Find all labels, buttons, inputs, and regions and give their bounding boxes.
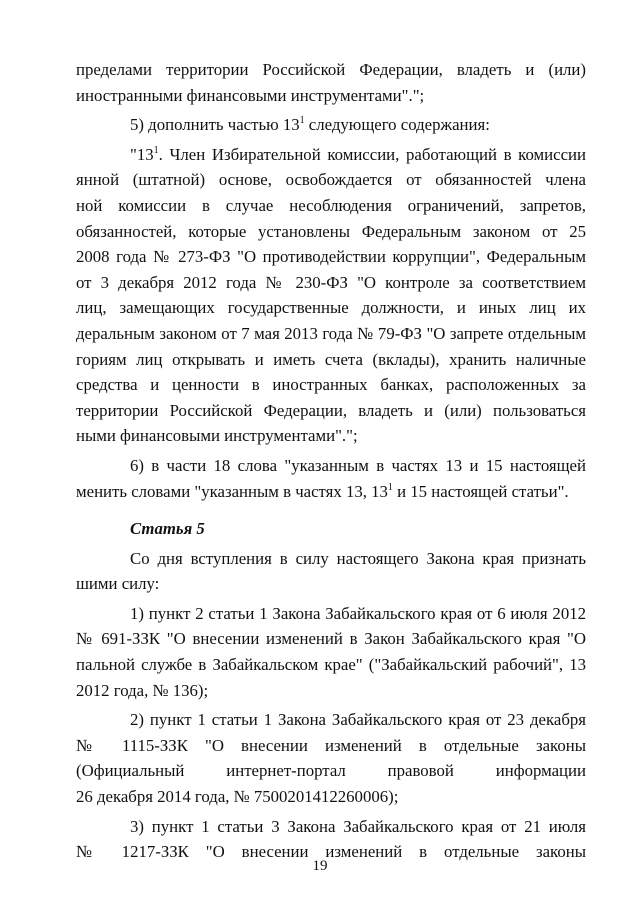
line-text: 5) дополнить частью 13 (130, 115, 300, 135)
line-text: гориям лиц открывать и иметь счета (вклады), хранить наличные (76, 349, 586, 369)
superscript: 1 (153, 144, 159, 156)
line-text: "13 (130, 144, 154, 164)
text-line (76, 814, 586, 840)
text-line (76, 784, 586, 810)
text-line (76, 758, 586, 784)
line-text: иностранными финансовыми инструментами"."; (76, 85, 425, 105)
superscript: 1 (299, 115, 305, 127)
text-line (76, 219, 586, 245)
line-text: 26 декабря 2014 года, № 7500201412260006); (76, 787, 399, 807)
line-text: обязанностей, которые установлены Федеральным законом от 25 (76, 221, 586, 241)
line-text-continued: . Член Избирательной комиссии, работающий в комиссии (158, 144, 586, 164)
text-line (76, 678, 586, 704)
text-line (76, 321, 586, 347)
line-text: № 1115-ЗЗК "О внесении изменений в отдельные законы (76, 735, 586, 755)
line-text: Со дня вступления в силу настоящего Закона края признать (130, 548, 586, 568)
text-line (76, 270, 586, 296)
text-line (76, 193, 586, 219)
line-text: менить словами "указанным в частях 13, 13 (76, 481, 388, 501)
text-line (76, 601, 586, 627)
line-text: 2) пункт 1 статьи 1 Закона Забайкальского края от 23 декабря (130, 710, 586, 730)
text-line (76, 626, 586, 652)
line-text: ной комиссии в случае несоблюдения ограничений, запретов, (76, 195, 586, 215)
text-line (76, 372, 586, 398)
document-body (76, 57, 586, 865)
line-text: пальной службе в Забайкальском крае" ("Забайкальский рабочий", 13 (76, 655, 586, 675)
superscript: 1 (387, 481, 393, 493)
text-line (76, 423, 586, 449)
line-text: № 691-ЗЗК "О внесении изменений в Закон Забайкальского края "О (76, 629, 586, 649)
text-line (76, 398, 586, 424)
text-line (76, 707, 586, 733)
text-line (76, 244, 586, 270)
line-text: 1) пункт 2 статьи 1 Закона Забайкальского края от 6 июля 2012 (130, 603, 586, 623)
line-text: 6) в части 18 слова "указанным в частях 13 и 15 настоящей (130, 455, 586, 475)
article-heading (76, 516, 586, 542)
line-text: 3) пункт 1 статьи 3 Закона Забайкальского края от 21 июля (130, 816, 586, 836)
line-text: шими силу: (76, 574, 160, 594)
text-line (76, 652, 586, 678)
page-number: 19 (312, 858, 328, 874)
line-text: средства и ценности в иностранных банках, расположенных за (76, 375, 586, 395)
text-line (76, 57, 586, 83)
text-line (76, 733, 586, 759)
line-text: от 3 декабря 2012 года № 230-ФЗ "О контроле за соответствием (76, 272, 586, 292)
line-text: 2012 года, № 136); (76, 680, 209, 700)
line-text: деральным законом от 7 мая 2013 года № 79-ФЗ "О запрете отдельным (76, 323, 586, 343)
line-text: Статья 5 (130, 519, 205, 539)
line-text: (Официальный интернет-портал правовой информации (76, 761, 586, 781)
text-line (76, 83, 586, 109)
line-text: янной (штатной) основе, освобождается от обязанностей члена (76, 170, 586, 190)
text-line (76, 479, 586, 505)
line-text: № 1217-ЗЗК "О внесении изменений в отдельные законы (76, 842, 586, 862)
text-line (76, 453, 586, 479)
line-text-continued: и 15 настоящей статьи". (392, 481, 569, 501)
text-line (76, 167, 586, 193)
text-line (76, 571, 586, 597)
text-line (76, 112, 586, 138)
line-text-continued: следующего содержания: (304, 115, 490, 135)
line-text: территории Российской Федерации, владеть и (или) пользоваться (76, 400, 586, 420)
text-line (76, 546, 586, 572)
line-text: пределами территории Российской Федерации, владеть и (или) (76, 60, 586, 79)
line-text: лиц, замещающих государственные должности, и иных лиц их (76, 298, 586, 318)
text-line (76, 142, 586, 168)
text-line (76, 295, 586, 321)
text-line (76, 347, 586, 373)
line-text: ными финансовыми инструментами"."; (76, 426, 358, 446)
line-text: 2008 года № 273-ФЗ "О противодействии коррупции", Федеральным (76, 247, 586, 267)
